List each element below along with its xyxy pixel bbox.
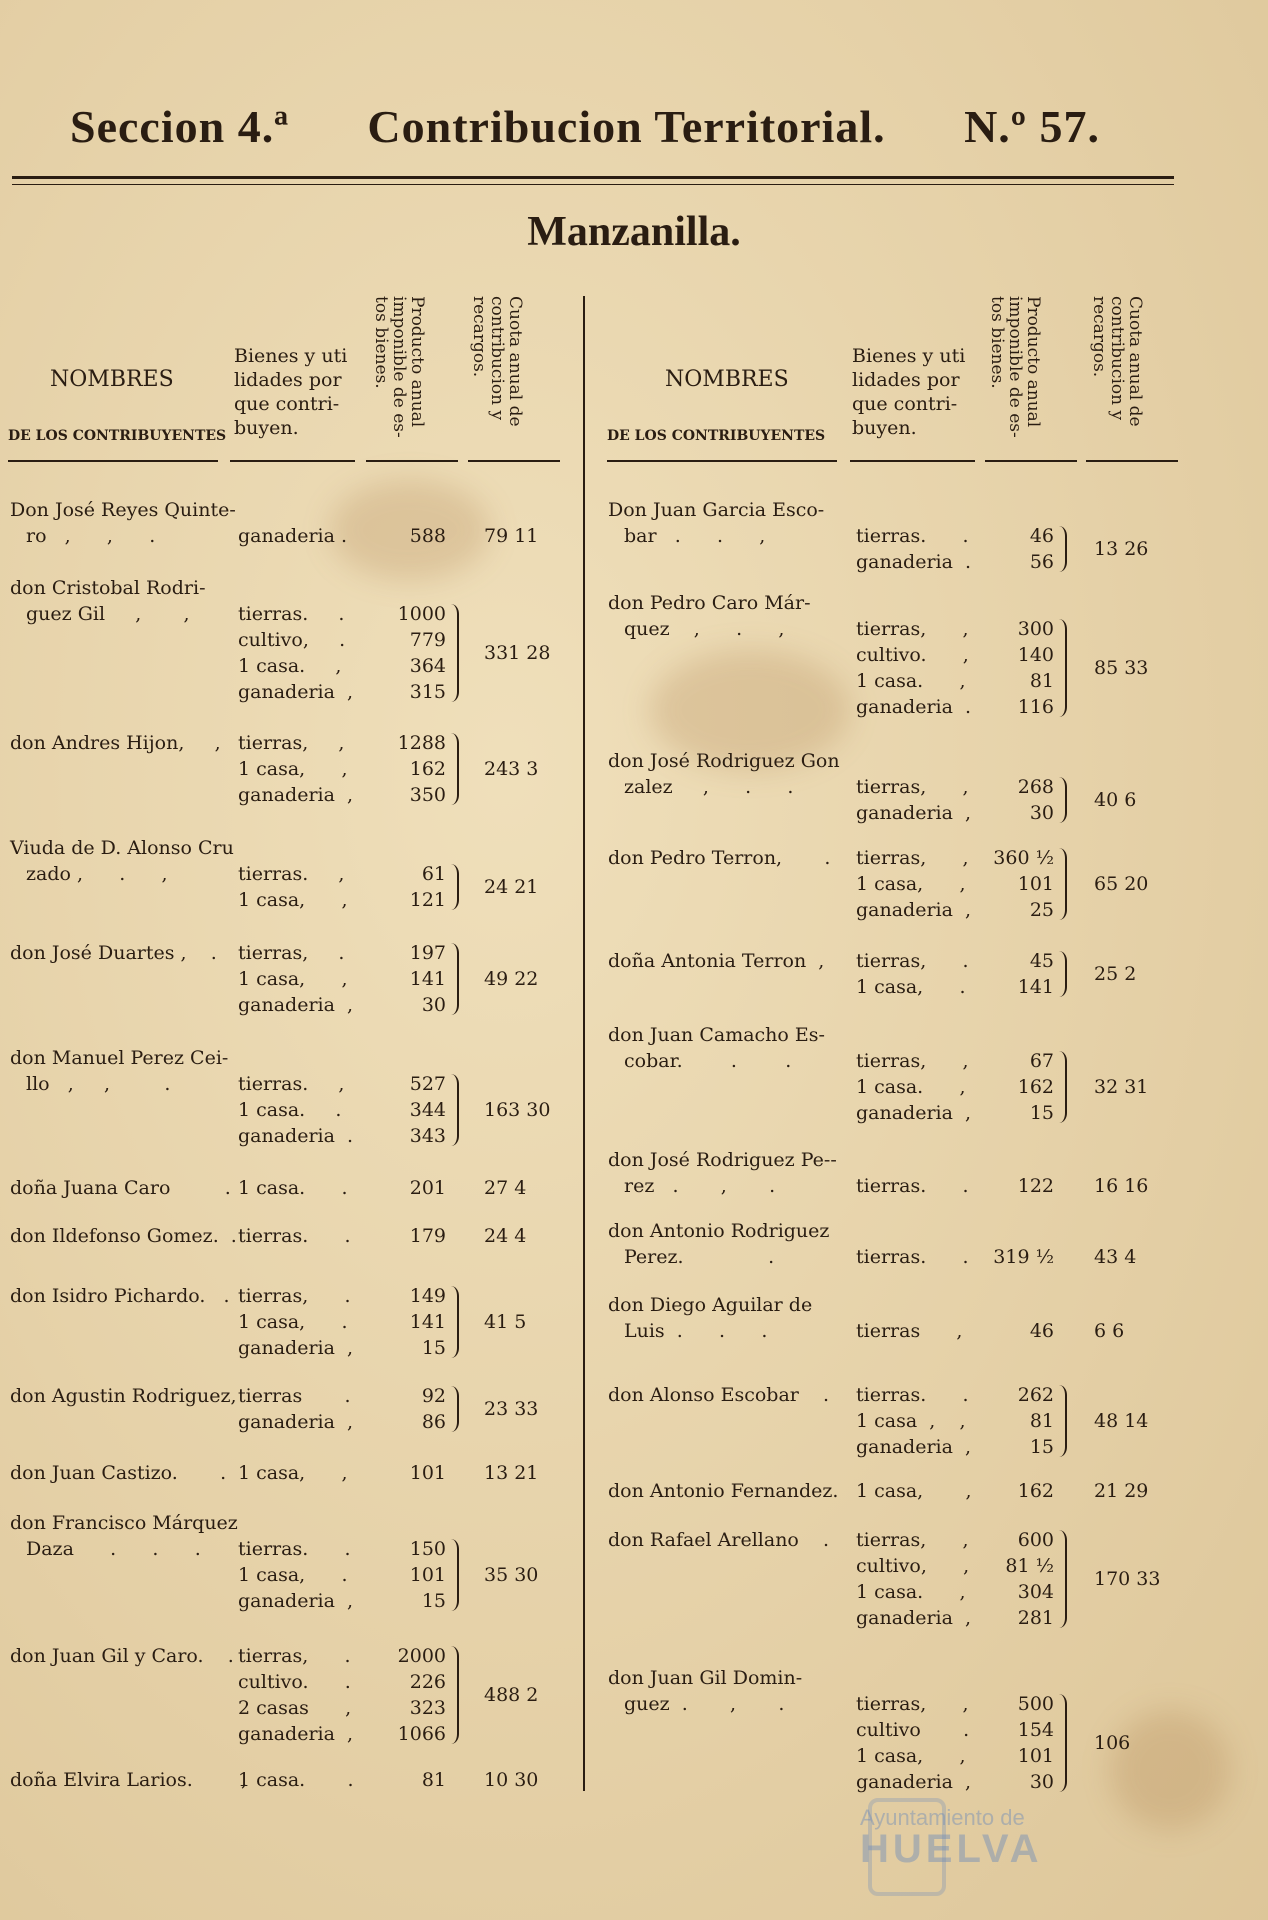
taxable-product-value: 140: [1017, 644, 1054, 666]
annual-quota: 85 33: [1094, 657, 1149, 679]
annual-quota: 13 21: [484, 1462, 539, 1484]
contributor-name: don José Rodriguez Pe--: [608, 1149, 837, 1171]
left-header-rule-3: [366, 460, 458, 462]
contributor-name: don Pedro Caro Már-: [608, 592, 811, 614]
asset-type: tierras. ,: [238, 1073, 345, 1095]
asset-type: ganaderia ,: [238, 1337, 354, 1359]
asset-type: tierras. .: [856, 525, 969, 547]
contributor-name: don Alonso Escobar .: [608, 1384, 830, 1406]
contributor-name: doña Elvira Larios. ,: [10, 1769, 248, 1791]
asset-type: tierras. .: [238, 1538, 351, 1560]
right-nombres-subheader: DE LOS CONTRIBUYENTES: [607, 428, 826, 444]
taxable-product-value: 30: [421, 994, 446, 1016]
asset-type: 1 casa, ,: [238, 889, 348, 911]
contributor-name: Don José Reyes Quinte-: [10, 499, 236, 521]
annual-quota: 25 2: [1094, 963, 1137, 985]
contributor-name: quez , . ,: [624, 618, 785, 640]
annual-quota: 65 20: [1094, 873, 1149, 895]
asset-type: cultivo. ,: [856, 644, 969, 666]
asset-type: tierras. .: [856, 1384, 969, 1406]
left-header-rule-4: [468, 460, 560, 462]
taxable-product-value: 30: [1029, 1771, 1054, 1793]
annual-quota: 35 30: [484, 1564, 539, 1586]
taxable-product-value: 46: [1029, 525, 1054, 547]
asset-type: tierras, .: [238, 1285, 351, 1307]
asset-type: 1 casa. .: [238, 1177, 348, 1199]
left-bienes-header: Bienes y uti lidades por que contri- buyen.: [234, 345, 348, 439]
brace-mark: [450, 1539, 459, 1611]
asset-type: ganaderia ,: [856, 899, 972, 921]
contributor-name: don Francisco Márquez: [10, 1512, 238, 1534]
contributor-name: doña Antonia Terron ,: [608, 950, 825, 972]
contributor-name: don Juan Camacho Es-: [608, 1024, 825, 1046]
brace-mark: [1058, 1530, 1067, 1628]
asset-type: 1 casa. ,: [856, 1076, 966, 1098]
taxable-product-value: 527: [409, 1073, 446, 1095]
contributor-name: bar . . ,: [624, 525, 766, 547]
taxable-product-value: 46: [1029, 1320, 1054, 1342]
annual-quota: 16 16: [1094, 1175, 1149, 1197]
column-divider: [583, 296, 585, 1791]
taxable-product-value: 15: [1029, 1102, 1054, 1124]
annual-quota: 40 6: [1094, 789, 1137, 811]
brace-mark: [1058, 526, 1067, 572]
asset-type: 1 casa, ,: [238, 968, 348, 990]
annual-quota: 24 21: [484, 876, 539, 898]
taxable-product-value: 1066: [397, 1723, 446, 1745]
contributor-name: Perez. .: [624, 1246, 775, 1268]
taxable-product-value: 162: [1017, 1480, 1054, 1502]
document-title: Contribucion Territorial.: [367, 101, 886, 152]
taxable-product-value: 15: [421, 1590, 446, 1612]
watermark: [860, 1805, 1043, 1872]
left-header-rule-2: [230, 460, 355, 462]
asset-type: tierras, ,: [856, 847, 969, 869]
taxable-product-value: 81 ½: [1005, 1555, 1054, 1577]
asset-type: ganaderia .: [856, 696, 972, 718]
asset-type: 1 casa , ,: [856, 1410, 966, 1432]
taxable-product-value: 201: [409, 1177, 446, 1199]
asset-type: ganaderia ,: [856, 1607, 972, 1629]
contributor-name: rez . , .: [624, 1175, 776, 1197]
annual-quota: 13 26: [1094, 538, 1149, 560]
taxable-product-value: 360 ½: [993, 847, 1054, 869]
asset-type: 1 casa, .: [238, 1311, 348, 1333]
asset-type: 1 casa. .: [238, 1099, 342, 1121]
left-header-rule-1: [8, 460, 218, 462]
contributor-name: don Cristobal Rodri-: [10, 577, 206, 599]
asset-type: ganaderia ,: [856, 802, 972, 824]
contributor-name: guez . , .: [624, 1693, 785, 1715]
taxable-product-value: 101: [1017, 1745, 1054, 1767]
taxable-product-value: 141: [409, 1311, 446, 1333]
asset-type: ganaderia ,: [238, 681, 354, 703]
taxable-product-value: 300: [1017, 618, 1054, 640]
watermark-line1: Ayuntamiento de: [860, 1805, 1025, 1830]
taxable-product-value: 344: [409, 1099, 446, 1121]
left-cuota-header: Cuota anual de contribucion y recargos.: [469, 296, 525, 427]
annual-quota: 41 5: [484, 1311, 527, 1333]
taxable-product-value: 162: [409, 758, 446, 780]
annual-quota: 27 4: [484, 1177, 527, 1199]
contributor-name: don Juan Castizo. .: [10, 1462, 227, 1484]
taxable-product-value: 61: [421, 863, 446, 885]
taxable-product-value: 141: [1017, 976, 1054, 998]
brace-mark: [450, 1286, 459, 1358]
taxable-product-value: 101: [409, 1462, 446, 1484]
left-nombres-subheader: DE LOS CONTRIBUYENTES: [8, 428, 227, 444]
header-rule: [12, 176, 1174, 179]
asset-type: 1 casa. ,: [856, 670, 966, 692]
annual-quota: 331 28: [484, 642, 551, 664]
taxable-product-value: 81: [1029, 1410, 1054, 1432]
brace-mark: [450, 1646, 459, 1744]
asset-type: tierras ,: [856, 1320, 963, 1342]
taxable-product-value: 281: [1017, 1607, 1054, 1629]
left-nombres-header: NOMBRES: [50, 367, 174, 392]
annual-quota: 79 11: [484, 525, 539, 547]
asset-type: tierras, ,: [856, 1050, 969, 1072]
contributor-name: zalez , . .: [624, 776, 794, 798]
asset-type: tierras, .: [238, 942, 345, 964]
annual-quota: 24 4: [484, 1225, 527, 1247]
asset-type: ganaderia .: [856, 551, 972, 573]
contributor-name: don Agustin Rodriguez,: [10, 1385, 237, 1407]
brace-mark: [1058, 848, 1067, 920]
asset-type: ganaderia ,: [238, 784, 354, 806]
taxable-product-value: 779: [409, 629, 446, 651]
page-header: [70, 100, 1100, 153]
contributor-name: Luis . . .: [624, 1320, 768, 1342]
brace-mark: [1058, 777, 1067, 823]
asset-type: ganaderia ,: [856, 1771, 972, 1793]
annual-quota: 106: [1094, 1732, 1131, 1754]
asset-type: ganaderia ,: [238, 994, 354, 1016]
taxable-product-value: 150: [409, 1538, 446, 1560]
asset-type: tierras. .: [856, 1175, 969, 1197]
asset-type: 1 casa. ,: [238, 655, 342, 677]
left-producto-header: Producto anual imponible de es- tos bienes.: [371, 296, 427, 438]
place-title: Manzanilla.: [527, 209, 741, 255]
asset-type: tierras, ,: [856, 1529, 969, 1551]
taxable-product-value: 56: [1029, 551, 1054, 573]
taxable-product-value: 122: [1017, 1175, 1054, 1197]
taxable-product-value: 343: [409, 1125, 446, 1147]
taxable-product-value: 226: [409, 1671, 446, 1693]
right-nombres-header: NOMBRES: [665, 367, 789, 392]
contributor-name: ro , , .: [26, 525, 156, 547]
asset-type: 1 casa, .: [856, 976, 966, 998]
asset-type: cultivo .: [856, 1719, 970, 1741]
annual-quota: 170 33: [1094, 1568, 1161, 1590]
asset-type: 1 casa, ,: [856, 1480, 972, 1502]
right-header-rule-4: [1086, 460, 1178, 462]
asset-type: 1 casa, .: [238, 1564, 348, 1586]
right-cuota-header: Cuota anual de contribucion y recargos.: [1089, 296, 1145, 427]
header-rule-thin: [12, 184, 1174, 185]
asset-type: 1 casa, ,: [856, 873, 966, 895]
section-label: Seccion 4.ª: [70, 101, 289, 152]
asset-type: cultivo, ,: [856, 1555, 970, 1577]
taxable-product-value: 179: [409, 1225, 446, 1247]
taxable-product-value: 30: [1029, 802, 1054, 824]
contributor-name: don Manuel Perez Cei-: [10, 1047, 229, 1069]
contributor-name: Don Juan Garcia Esco-: [608, 499, 825, 521]
taxable-product-value: 1288: [397, 732, 446, 754]
annual-quota: 6 6: [1094, 1320, 1125, 1342]
brace-mark: [1058, 951, 1067, 997]
asset-type: tierras, .: [238, 1645, 351, 1667]
taxable-product-value: 101: [409, 1564, 446, 1586]
brace-mark: [450, 1074, 459, 1146]
asset-type: 1 casa. .: [238, 1769, 354, 1791]
taxable-product-value: 197: [409, 942, 446, 964]
annual-quota: 32 31: [1094, 1076, 1149, 1098]
contributor-name: don Pedro Terron, .: [608, 847, 831, 869]
taxable-product-value: 45: [1029, 950, 1054, 972]
contributor-name: Viuda de D. Alonso Cru: [10, 837, 234, 859]
asset-type: ganaderia .: [238, 525, 348, 547]
asset-type: tierras, ,: [238, 732, 345, 754]
taxable-product-value: 350: [409, 784, 446, 806]
asset-type: tierras, ,: [856, 776, 969, 798]
taxable-product-value: 121: [409, 889, 446, 911]
document-number: N.º 57.: [964, 101, 1100, 152]
right-producto-header: Producto anual imponible de es- tos bienes.: [987, 296, 1043, 438]
taxable-product-value: 315: [409, 681, 446, 703]
contributor-name: don Juan Gil y Caro. .: [10, 1645, 234, 1667]
asset-type: tierras, ,: [856, 618, 969, 640]
asset-type: tierras. .: [238, 603, 345, 625]
taxable-product-value: 15: [421, 1337, 446, 1359]
taxable-product-value: 25: [1029, 899, 1054, 921]
contributor-name: don Rafael Arellano .: [608, 1529, 830, 1551]
contributor-name: doña Juana Caro .: [10, 1177, 231, 1199]
asset-type: tierras. ,: [238, 863, 345, 885]
brace-mark: [450, 733, 459, 805]
annual-quota: 23 33: [484, 1398, 539, 1420]
brace-mark: [450, 604, 459, 702]
taxable-product-value: 154: [1017, 1719, 1054, 1741]
asset-type: tierras .: [238, 1385, 351, 1407]
taxable-product-value: 500: [1017, 1693, 1054, 1715]
contributor-name: don Diego Aguilar de: [608, 1294, 813, 1316]
brace-mark: [1058, 1694, 1067, 1792]
asset-type: 2 casas ,: [238, 1697, 352, 1719]
contributor-name: don Isidro Pichardo. .: [10, 1285, 230, 1307]
asset-type: cultivo. .: [238, 1671, 351, 1693]
right-bienes-header: Bienes y uti lidades por que contri- buyen.: [852, 345, 966, 439]
annual-quota: 488 2: [484, 1684, 539, 1706]
right-header-rule-2: [850, 460, 975, 462]
brace-mark: [450, 864, 459, 910]
annual-quota: 163 30: [484, 1099, 551, 1121]
contributor-name: don Antonio Rodriguez: [608, 1220, 830, 1242]
taxable-product-value: 15: [1029, 1436, 1054, 1458]
contributor-name: don Ildefonso Gomez. .: [10, 1225, 237, 1247]
contributor-name: llo , , .: [26, 1073, 171, 1095]
contributor-name: Daza . . .: [26, 1538, 201, 1560]
taxable-product-value: 92: [421, 1385, 446, 1407]
asset-type: ganaderia ,: [238, 1723, 354, 1745]
asset-type: ganaderia ,: [238, 1590, 354, 1612]
right-header-rule-1: [607, 460, 837, 462]
asset-type: 1 casa, ,: [238, 758, 348, 780]
taxable-product-value: 162: [1017, 1076, 1054, 1098]
taxable-product-value: 149: [409, 1285, 446, 1307]
taxable-product-value: 588: [409, 525, 446, 547]
contributor-name: zado , . ,: [26, 863, 168, 885]
taxable-product-value: 116: [1017, 696, 1054, 718]
watermark-line2: HUELVA: [860, 1827, 1043, 1871]
contributor-name: guez Gil , ,: [26, 603, 190, 625]
brace-mark: [1058, 1385, 1067, 1457]
brace-mark: [450, 1386, 459, 1432]
asset-type: ganaderia .: [238, 1125, 354, 1147]
annual-quota: 49 22: [484, 968, 539, 990]
taxable-product-value: 86: [421, 1411, 446, 1433]
contributor-name: don Juan Gil Domin-: [608, 1667, 803, 1689]
brace-mark: [450, 943, 459, 1015]
annual-quota: 43 4: [1094, 1246, 1137, 1268]
taxable-product-value: 2000: [397, 1645, 446, 1667]
asset-type: tierras, .: [856, 950, 969, 972]
taxable-product-value: 141: [409, 968, 446, 990]
right-header-rule-3: [985, 460, 1077, 462]
contributor-name: don José Duartes , .: [10, 942, 217, 964]
asset-type: ganaderia ,: [856, 1102, 972, 1124]
annual-quota: 21 29: [1094, 1480, 1149, 1502]
taxable-product-value: 67: [1029, 1050, 1054, 1072]
taxable-product-value: 304: [1017, 1581, 1054, 1603]
brace-mark: [1058, 1051, 1067, 1123]
asset-type: tierras, ,: [856, 1693, 969, 1715]
taxable-product-value: 319 ½: [993, 1246, 1054, 1268]
taxable-product-value: 81: [421, 1769, 446, 1791]
contributor-name: don José Rodriguez Gon: [608, 750, 840, 772]
asset-type: 1 casa. ,: [856, 1581, 966, 1603]
asset-type: tierras. .: [856, 1246, 969, 1268]
taxable-product-value: 1000: [397, 603, 446, 625]
taxable-product-value: 268: [1017, 776, 1054, 798]
annual-quota: 48 14: [1094, 1410, 1149, 1432]
taxable-product-value: 364: [409, 655, 446, 677]
asset-type: cultivo, .: [238, 629, 346, 651]
asset-type: 1 casa, ,: [238, 1462, 348, 1484]
taxable-product-value: 600: [1017, 1529, 1054, 1551]
taxable-product-value: 101: [1017, 873, 1054, 895]
contributor-name: don Andres Hijon, ,: [10, 732, 221, 754]
taxable-product-value: 81: [1029, 670, 1054, 692]
annual-quota: 243 3: [484, 758, 539, 780]
asset-type: ganaderia ,: [856, 1436, 972, 1458]
taxable-product-value: 262: [1017, 1384, 1054, 1406]
asset-type: 1 casa, ,: [856, 1745, 966, 1767]
asset-type: tierras. .: [238, 1225, 351, 1247]
contributor-name: cobar. . .: [624, 1050, 792, 1072]
asset-type: ganaderia ,: [238, 1411, 354, 1433]
taxable-product-value: 323: [409, 1697, 446, 1719]
brace-mark: [1058, 619, 1067, 717]
annual-quota: 10 30: [484, 1769, 539, 1791]
contributor-name: don Antonio Fernandez.: [608, 1480, 839, 1502]
